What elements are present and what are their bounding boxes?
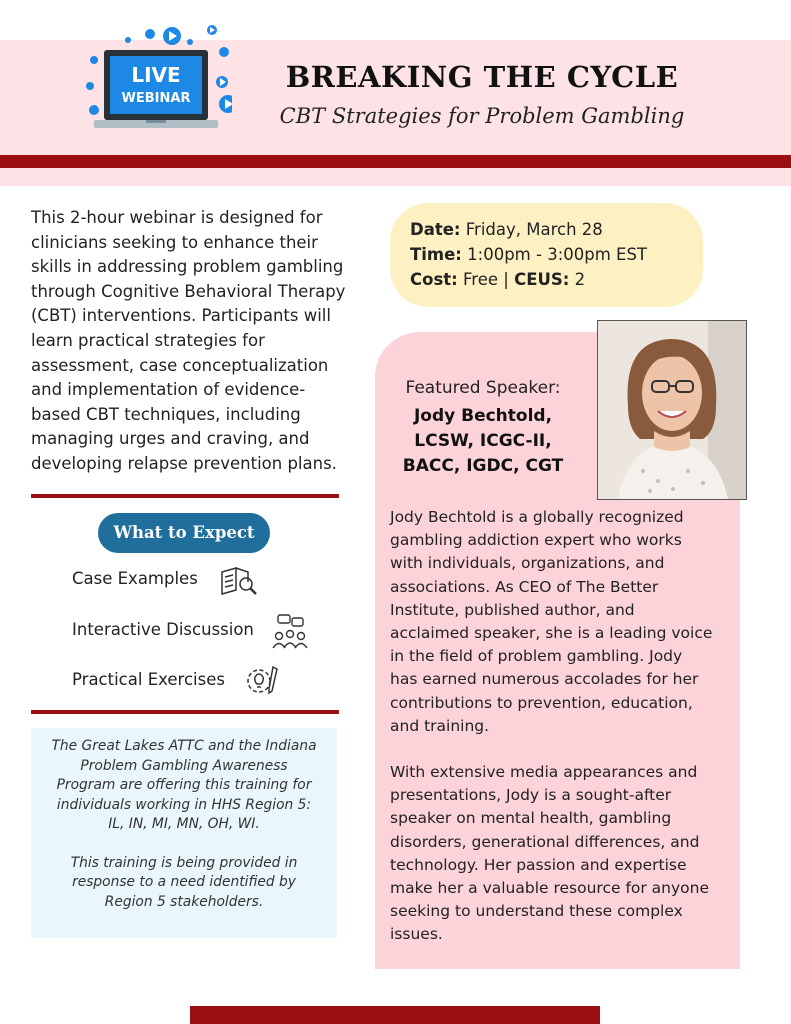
expect-item-case-examples: Case Examples	[72, 569, 198, 588]
bio-line: presentations, Jody is a sought-after	[390, 786, 672, 805]
note-line: Program are offering this training for	[56, 777, 312, 793]
speaker-portrait-illustration	[598, 321, 746, 499]
bio-line: has earned numerous accolades for her	[390, 670, 699, 689]
footer-bar	[190, 1006, 600, 1024]
speaker-photo	[597, 320, 747, 500]
bio-line: technology. Her passion and expertise	[390, 855, 687, 874]
live-webinar-laptop-icon	[82, 20, 232, 140]
event-details-box	[390, 203, 703, 307]
cost-label: Cost:	[410, 270, 458, 289]
speaker-bio-paragraph-2	[390, 761, 735, 947]
bio-line: disorders, generational differences, and	[390, 832, 700, 851]
discussion-group-icon	[270, 612, 310, 652]
note-line: The Great Lakes ATTC and the Indiana	[51, 738, 317, 754]
bio-line: and training.	[390, 716, 490, 735]
intro-line: clinicians seeking to enhance their	[31, 232, 318, 252]
intro-line: assessment, case conceptualization	[31, 355, 329, 375]
note-line: This training is being provided in	[70, 854, 298, 871]
bio-line: seeking to understand these complex	[390, 902, 683, 921]
event-cost	[410, 270, 585, 289]
page-subtitle: CBT Strategies for Problem Gambling	[279, 104, 685, 128]
header-divider-bar	[0, 155, 791, 168]
intro-line: and implementation of evidence-	[31, 380, 306, 400]
cost-value: Free	[463, 270, 499, 289]
cost-separator: |	[503, 270, 509, 289]
intro-line: through Cognitive Behavioral Therapy	[31, 281, 346, 301]
event-time	[410, 245, 647, 264]
logo-text-webinar: WEBINAR	[121, 91, 191, 106]
bio-line: in the field of problem gambling. Jody	[390, 647, 683, 666]
header-band-lower	[0, 168, 791, 186]
note-line: response to a need identified by	[72, 874, 296, 890]
bio-line: make her a valuable resource for anyone	[390, 879, 710, 898]
speaker-name-line: Jody Bechtold,	[413, 406, 553, 426]
intro-line: skills in addressing problem gambling	[31, 257, 344, 277]
section-divider-bottom	[31, 710, 339, 714]
bio-line: with individuals, organizations, and	[390, 554, 665, 573]
intro-paragraph	[31, 206, 351, 477]
bio-line: gambling addiction expert who works	[390, 531, 682, 550]
note-line: Region 5 stakeholders.	[104, 893, 264, 910]
bio-line: speaker on mental health, gambling	[390, 809, 672, 828]
intro-line: (CBT) interventions. Participants will	[31, 306, 331, 326]
time-value: 1:00pm - 3:00pm EST	[467, 245, 648, 264]
ceus-value: 2	[574, 270, 586, 289]
intro-line: based CBT techniques, including	[31, 404, 301, 424]
intro-line: This 2-hour webinar is designed for	[31, 208, 323, 227]
bio-line: associations. As CEO of The Better	[390, 577, 659, 596]
gear-bulb-pencil-icon	[242, 661, 282, 701]
bio-line: Jody Bechtold is a globally recognized	[390, 508, 684, 526]
expect-item-practical-exercises: Practical Exercises	[72, 670, 225, 689]
intro-line: developing relapse prevention plans.	[31, 453, 337, 473]
intro-line: learn practical strategies for	[31, 330, 265, 350]
speaker-name-line: BACC, IGDC, CGT	[402, 456, 564, 476]
expect-item-interactive-discussion: Interactive Discussion	[72, 620, 254, 639]
featured-speaker-label: Featured Speaker:	[405, 378, 561, 398]
note-line: Problem Gambling Awareness	[80, 757, 288, 774]
time-label: Time:	[410, 245, 462, 264]
date-label: Date:	[410, 220, 461, 239]
note-line: IL, IN, MI, MN, OH, WI.	[108, 816, 260, 832]
magnifier-book-icon	[218, 560, 258, 600]
bio-line: acclaimed speaker, she is a leading voice	[390, 624, 713, 643]
ceus-label: CEUS:	[514, 270, 570, 289]
note-line: individuals working in HHS Region 5:	[56, 796, 312, 813]
date-value: Friday, March 28	[465, 220, 603, 239]
bio-line: contributions to prevention, education,	[390, 693, 693, 712]
what-to-expect-heading: What to Expect	[98, 513, 270, 553]
bio-line: With extensive media appearances and	[390, 763, 698, 781]
speaker-bio-paragraph-1	[390, 506, 735, 738]
bio-line: issues.	[390, 925, 443, 944]
bio-line: Institute, published author, and	[390, 600, 635, 619]
page-title: BREAKING THE CYCLE	[285, 60, 679, 94]
event-date	[410, 220, 603, 239]
logo-text-live: LIVE	[131, 63, 181, 87]
speaker-name-line: LCSW, ICGC-II,	[414, 431, 552, 451]
region-note-box	[31, 728, 337, 938]
section-divider-top	[31, 494, 339, 498]
speaker-name-credentials	[388, 404, 578, 479]
intro-line: managing urges and craving, and	[31, 429, 310, 449]
